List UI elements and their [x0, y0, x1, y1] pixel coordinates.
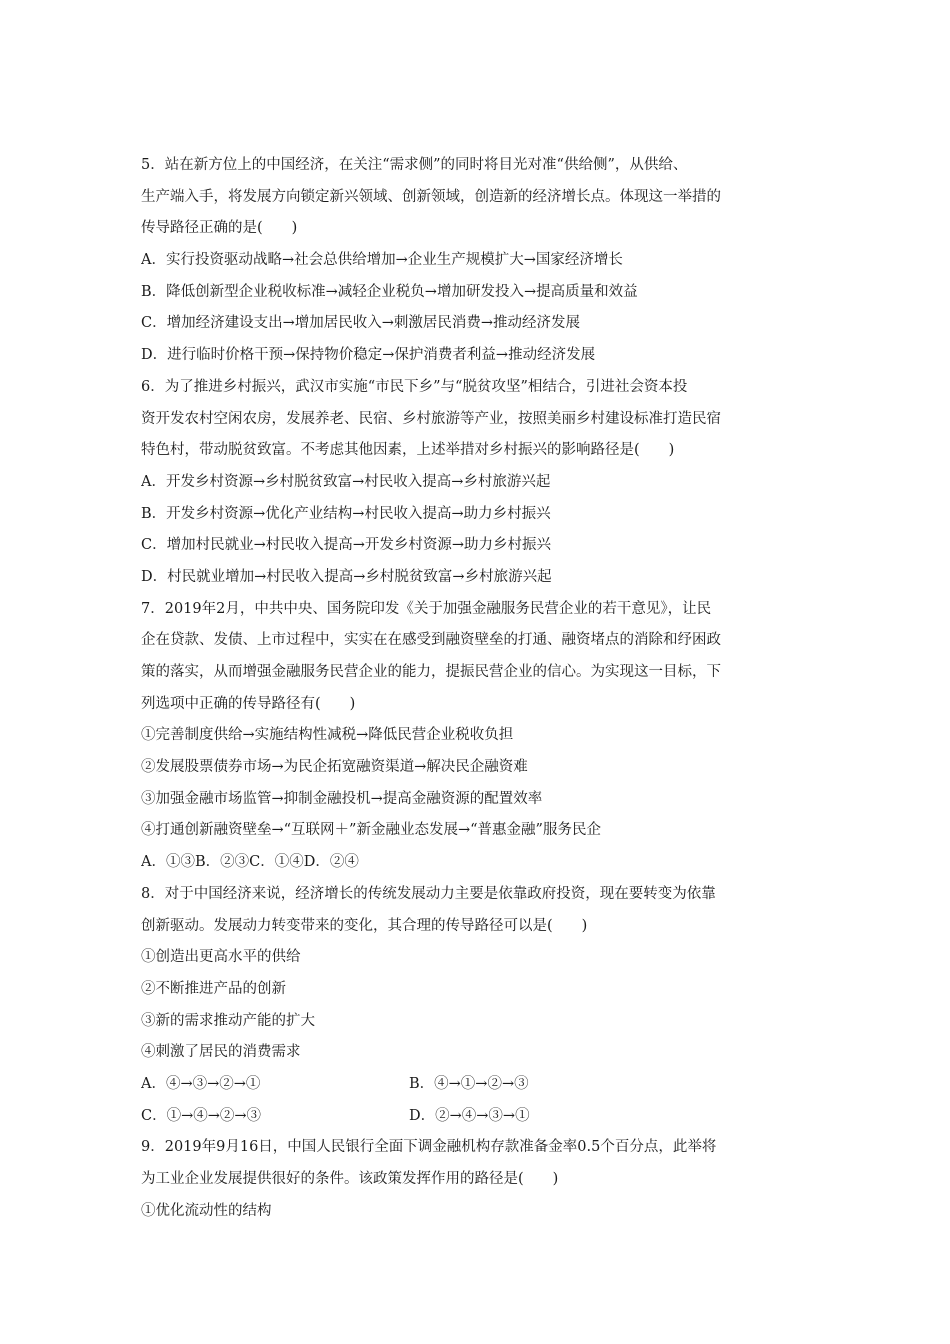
question-6-stem-line-2: 资开发农村空闲农房，发展养老、民宿、乡村旅游等产业，按照美丽乡村建设标准打造民宿: [141, 410, 721, 427]
question-list: [141, 150, 821, 1227]
question-6: [141, 372, 821, 594]
question-6-stem-line-3: 特色村，带动脱贫致富。不考虑其他因素，上述举措对乡村振兴的影响路径是( ): [141, 442, 675, 459]
question-8-option-d: D．②→④→③→①: [409, 1107, 530, 1124]
question-7: [141, 594, 821, 879]
question-9-stem-line-1: 9．2019年9月16日，中国人民银行全面下调金融机构存款准备金率0.5个百分点，此举将: [141, 1139, 717, 1156]
question-5-option-c: C．增加经济建设支出→增加居民收入→刺激居民消费→推动经济发展: [141, 315, 581, 332]
question-5-option-b: B．降低创新型企业税收标准→减轻企业税负→增加研发投入→提高质量和效益: [141, 283, 638, 300]
question-9: [141, 1132, 821, 1227]
question-9-stem-line-2: 为工业企业发展提供很好的条件。该政策发挥作用的路径是( ): [141, 1171, 559, 1187]
question-5-option-d: D．进行临时价格干预→保持物价稳定→保护消费者利益→推动经济发展: [141, 347, 596, 364]
question-7-item-4: ④打通创新融资壁垒→“互联网＋”新金融业态发展→“普惠金融”服务民企: [141, 822, 601, 839]
question-6-option-d: D．村民就业增加→村民收入提高→乡村脱贫致富→乡村旅游兴起: [141, 568, 552, 585]
question-7-stem-line-3: 策的落实，从而增强金融服务民营企业的能力，提振民营企业的信心。为实现这一目标，下: [141, 664, 721, 680]
question-8-option-c: C．①→④→②→③: [141, 1107, 262, 1124]
question-7-stem-line-4: 列选项中正确的传导路径有( ): [141, 695, 356, 712]
question-5: [141, 150, 821, 372]
question-6-stem-line-1: 6．为了推进乡村振兴，武汉市实施“市民下乡”与“脱贫攻坚”相结合，引进社会资本投: [141, 378, 688, 395]
question-7-item-1: ①完善制度供给→实施结构性减税→降低民营企业税收负担: [141, 727, 514, 744]
question-5-stem-line-1: 5．站在新方位上的中国经济，在关注“需求侧”的同时将目光对准“供给侧”，从供给、: [141, 157, 688, 173]
question-7-stem-line-1: 7．2019年2月，中共中央、国务院印发《关于加强金融服务民营企业的若干意见》，让民: [141, 600, 712, 617]
question-8-item-1: ①创造出更高水平的供给: [141, 949, 301, 966]
question-8-options-row-1: [141, 1069, 821, 1101]
question-7-options: A．①③B．②③C．①④D．②④: [141, 854, 359, 871]
question-7-item-3: ③加强金融市场监管→抑制金融投机→提高金融资源的配置效率: [141, 790, 543, 807]
question-9-item-1: ①优化流动性的结构: [141, 1202, 272, 1219]
question-6-option-a: A．开发乡村资源→乡村脱贫致富→村民收入提高→乡村旅游兴起: [141, 473, 551, 490]
question-8-item-3: ③新的需求推动产能的扩大: [141, 1012, 315, 1029]
question-8-stem-line-2: 创新驱动。发展动力转变带来的变化，其合理的传导路径可以是( ): [141, 917, 588, 934]
question-6-option-b: B．开发乡村资源→优化产业结构→村民收入提高→助力乡村振兴: [141, 505, 551, 522]
question-8-option-a: A．④→③→②→①: [141, 1075, 261, 1092]
question-8: [141, 879, 821, 1133]
question-7-item-2: ②发展股票债券市场→为民企拓宽融资渠道→解决民企融资难: [141, 759, 528, 776]
question-5-stem-line-3: 传导路径正确的是( ): [141, 220, 298, 237]
question-8-item-2: ②不断推进产品的创新: [141, 980, 286, 997]
question-5-stem-line-2: 生产端入手，将发展方向锁定新兴领域、创新领域，创造新的经济增长点。体现这一举措的: [141, 188, 721, 205]
question-8-option-b: B．④→①→②→③: [409, 1075, 529, 1092]
question-6-option-c: C．增加村民就业→村民收入提高→开发乡村资源→助力乡村振兴: [141, 537, 552, 554]
question-8-options-row-2: [141, 1101, 821, 1133]
question-7-stem-line-2: 企在贷款、发债、上市过程中，实实在在感受到融资壁垒的打通、融资堵点的消除和纾困政: [141, 632, 721, 649]
question-8-item-4: ④刺激了居民的消费需求: [141, 1044, 301, 1061]
question-8-stem-line-1: 8．对于中国经济来说，经济增长的传统发展动力主要是依靠政府投资，现在要转变为依靠: [141, 885, 716, 902]
question-5-option-a: A．实行投资驱动战略→社会总供给增加→企业生产规模扩大→国家经济增长: [141, 252, 623, 269]
